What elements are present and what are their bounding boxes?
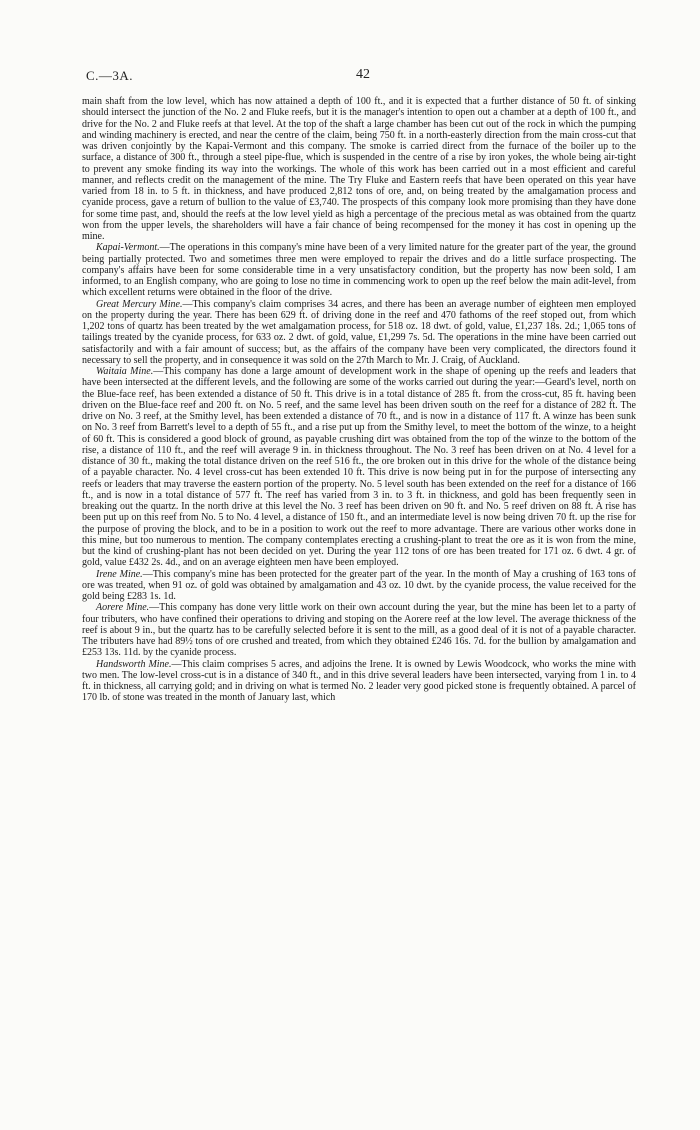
paragraph-title: Great Mercury Mine. <box>96 298 183 310</box>
paragraph-title: Waitaia Mine. <box>96 366 154 377</box>
paragraph-text: —This company has done a large amount of development work in the shape of opening up the reefs and leaders that have been intersected at the different levels, and the following are some of the works carried out during the year:—Geard's level, north on the Blue-face reef, has been extended a distance of 50 ft. This drive is in a total distance of 285 ft. from the cross-cut, 85 ft. having been driven on the Blue-face reef and 200 ft. on No. 5 reef, and the same level has been driven south on the reef for a distance of 282 ft. The drive on No. 3 reef, at the Smithy level, has been extended a distance of 70 ft., and is now in a distance of 117 ft. A winze has been sunk on No. 3 reef from Barrett's level to a depth of 55 ft., and a rise put up from the Smithy level, to meet the bottom of the winze, to a height of 60 ft. This is considered a good block of ground, as payable crushing dirt was obtained from the top of the winze to the bottom of the rise, a distance of 110 ft., and the reef will average 9 in. in thickness throughout. The No. 3 reef has been driven on at No. 4 level for a distance of 30 ft., making the total distance driven on the reef 516 ft., the ore broken out in this drive for the whole of the distance being of a payable character. No. 4 level cross-cut has been extended 10 ft. This drive is now being put in for the purpose of intersecting any reefs or leaders that may traverse the eastern portion of the property. No. 5 level south has been extended on the reef for a distance of 166 ft., and is now in a total distance of 577 ft. The reef has varied from 3 in. to 3 ft. in thickness, and gold has been frequently seen in breaking out the quartz. In the north drive at this level the No. 3 reef has been driven on 90 ft. and No. 5 reef driven on 88 ft. A rise has been put up on this reef from No. 5 to No. 4 level, a distance of 150 ft., and an intermediate level is now being driven 70 ft. up the rise for the purpose of proving the block, and to be in a position to work out the reef to more advantage. There are various other works done in this mine, but too numerous to mention. The company contemplates erecting a crushing-plant to treat the ore as it is won from the mine, but the kind of crushing-plant has not been decided on yet. During the year 112 tons of ore has been treated for 171 oz. 6 dwt. 4 gr. of gold, value £432 2s. 4d., and on an average eighteen men have been employed. <box>82 366 636 569</box>
paragraph-text: main shaft from the low level, which has now attained a depth of 100 ft., and it is expected that a further distance of 50 ft. of sinking should intersect the junction of the No. 2 and Fluke reefs, but it is the manager's intention to open out a chamber at a depth of 100 ft., and drive for the No. 2 and Fluke reefs at that level. At the top of the shaft a large chamber has been cut out of the rock in which the pumping and winding machinery is erected, and near the centre of the claim, being 750 ft. in a north-easterly direction from the main cross-cut that was driven conjointly by the Kapai-Vermont and this company. The smoke is carried direct from the furnace of the boiler up to the surface, a distance of 300 ft., through a steel pipe-flue, which is suspended in the centre of a rise by iron yokes, the whole being air-tight to prevent any smoke finding its way into the workings. The whole of this work has been carried out in a most efficient and careful manner, and reflects credit on the management of the mine. The Try Fluke and Eastern reefs that have been operated on this year have varied from 18 in. to 5 ft. in thickness, and have produced 2,812 tons of ore, and, on being treated by the amalgamation process and cyanide process, gave a return of bullion to the value of £3,740. The prospects of this company look more promising than they have done for some time past, and, should the reefs at the low level yield as high a percentage of the precious metal as was obtained from the quartz won from the upper levels, the shareholders will have a fair chance of being recompensed for the money it has cost in opening up the mine. <box>82 96 636 242</box>
paragraph-title: Aorere Mine. <box>96 602 150 614</box>
paragraph-continuation <box>82 96 636 242</box>
paragraph-waitaia <box>82 366 636 569</box>
paragraph-great-mercury <box>82 299 636 367</box>
body-text <box>82 96 636 704</box>
paragraph-title: Irene Mine. <box>96 568 143 580</box>
page-number: 42 <box>356 67 370 82</box>
paragraph-text: —This company's mine has been protected for the greater part of the year. In the month of May a crushing of 163 tons of ore was treated, when 91 oz. of gold was obtained by amalgamation and 43 oz. 10 dwt. by the cyanide process, the value received for the gold being £283 1s. 1d. <box>82 568 636 602</box>
paragraph-text: —The operations in this company's mine have been of a very limited nature for the greater part of the year, the ground being partially protected. Two and sometimes three men were employed to repair the drives and do a little surface prospecting. The company's affairs have been for some considerable time in a very unsatisfactory condition, but the property has now been sold, I am informed, to an English company, who are going to lose no time in commencing work to open up the reef below the main adit-level, from which excellent returns were obtained in the floor of the drive. <box>82 242 636 299</box>
paragraph-text: —This company's claim comprises 34 acres, and there has been an average number of eighteen men employed on the property during the year. There has been 629 ft. of driving done in the reef and 470 fathoms of the reef stoped out, from which 1,202 tons of quartz has been treated by the wet amalgamation process, for 518 oz. 18 dwt. of gold, value, £1,237 18s. 2d.; 1,065 tons of tailings treated by the cyanide process, for 633 oz. 2 dwt. of gold, value, £1,299 7s. 5d. The operations in the mine have been carried out satisfactorily and with a fair amount of success; but, as the affairs of the company have been very complicated, the directors found it necessary to sell the property, and in consequence it was sold on the 27th March to Mr. J. Craig, of Auckland. <box>82 298 636 366</box>
paragraph-text: —This claim comprises 5 acres, and adjoins the Irene. It is owned by Lewis Woodcock, who works the mine with two men. The low-level cross-cut is in a distance of 340 ft., and in this drive several leaders have been intersected, varying from 1 in. to 4 ft. in thickness, all carrying gold; and in driving on what is termed No. 2 leader very good picked stone is frequently obtained. A parcel of 170 lb. of stone was treated in the month of January last, which <box>82 658 636 704</box>
paragraph-kapai-vermont <box>82 242 636 298</box>
document-reference: C.—3A. <box>86 68 134 83</box>
paragraph-handsworth <box>82 659 636 704</box>
paragraph-text: —This company has done very little work on their own account during the year, but the mine has been let to a party of four tributers, who have confined their operations to driving and stoping on the Aorere reef at the low level. The average thickness of the reef is about 9 in., but the quartz has to be carefully selected before it is sent to the mill, as a good deal of it is not of a payable character. The tributers have had 89½ tons of ore crushed and treated, from which they obtained £246 16s. 7d. for the bullion by amalgamation and £253 13s. 11d. by the cyanide process. <box>82 602 636 659</box>
paragraph-title: Handsworth Mine. <box>96 658 172 670</box>
page-header <box>86 68 640 86</box>
paragraph-irene <box>82 569 636 603</box>
paragraph-aorere <box>82 602 636 658</box>
paragraph-title: Kapai-Vermont. <box>96 242 160 254</box>
